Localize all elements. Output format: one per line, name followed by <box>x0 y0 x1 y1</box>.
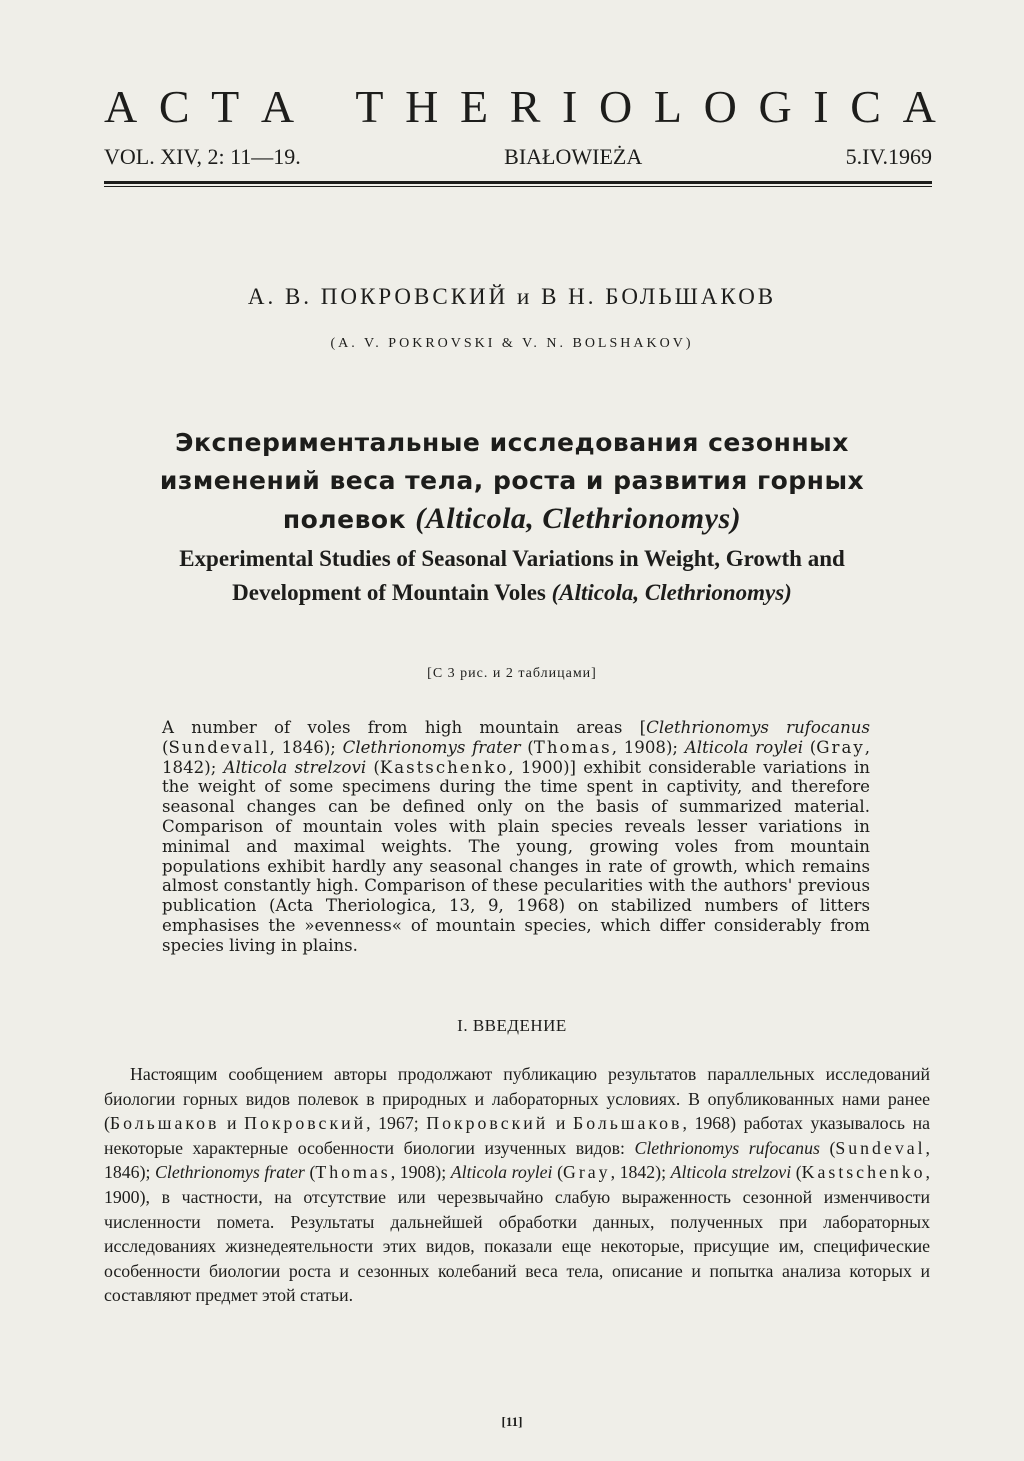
journal-letter: C <box>158 81 190 132</box>
journal-letter: H <box>405 81 439 132</box>
species-name: Alticola roylei <box>450 1162 553 1183</box>
abstract-text: ( <box>366 757 380 777</box>
species-name: Clethrionomys frater <box>155 1162 305 1183</box>
body-text: , 1846); <box>104 1137 930 1183</box>
journal-letter: I <box>813 81 829 132</box>
body-text: ( <box>552 1162 564 1183</box>
figures-note: [С 3 рис. и 2 таблицами] <box>427 666 597 681</box>
journal-letter: L <box>653 81 682 132</box>
abstract-text: , 1900)] exhibit considerable variations in the weight of some specimens during the time spent in captivity, and therefore seasonal changes can be defined only on the basis of summarized material. Comparison of mountain voles with plain species reveals lesser variations in minimal and maximal weights. The young, growing voles from mountain populations exhibit hardly any seasonal changes in rate of growth, which remains almost constantly high. Comparison of these pecularities with the authors' previous publication (Acta Theriologica, 13, 9, 1968) on stabilized numbers of litters emphasises the »evenness« of mountain species, which differ considerably from species living in plains. <box>162 757 870 955</box>
body-text: ( <box>791 1162 802 1183</box>
abstract-text: , 1846); <box>269 737 343 757</box>
abstract-text: , 1908); <box>611 737 685 757</box>
species-name: Clethrionomys frater <box>342 737 521 757</box>
author-name: Gray <box>563 1162 611 1183</box>
body-text: ( <box>819 1137 836 1158</box>
journal-letter: R <box>509 81 541 132</box>
body-text: ( <box>304 1162 316 1183</box>
russian-title-line <box>150 500 874 539</box>
english-title-text: Experimental Studies of Seasonal Variations in Weight, Growth and Development of Mountain Voles <box>179 546 845 605</box>
body-text: , 1900), в частности, на отсутствие или черезвычайно слабую выраженность сезонной изменчивости численности помета. Результаты дальнейшей обработки данных, полученных при лабораторных исследованиях жизнедеятельности этих видов, показали еще некоторые, присущие им, специфические особенности биологии роста и сезонных колебаний веса тела, описание и попытка анализа которых и составляют предмет этой статьи. <box>104 1162 930 1306</box>
species-name: Clethrionomys rufocanus <box>634 1137 820 1158</box>
body-text: и <box>219 1113 245 1134</box>
abstract-text: ( <box>162 737 169 757</box>
abstract-text: A number of voles from high mountain areas [ <box>162 718 647 737</box>
body-text: и <box>548 1113 573 1134</box>
section-heading: I. ВВЕДЕНИЕ <box>457 1016 567 1035</box>
body-text: , 1842); <box>610 1162 671 1183</box>
genus-names: (Alticola, Clethrionomys) <box>415 502 742 535</box>
russian-title-line: изменений веса тела, роста и развития горных <box>159 466 865 495</box>
species-name: Alticola roylei <box>684 737 804 757</box>
species-name: Clethrionomys rufocanus <box>646 718 870 737</box>
journal-letter: O <box>703 81 737 132</box>
journal-letter: E <box>459 81 489 132</box>
author-name: Покровский <box>244 1113 367 1134</box>
journal-letter: A <box>104 81 138 132</box>
authors-cyrillic: А. В. ПОКРОВСКИЙ и В Н. БОЛЬШАКОВ <box>247 284 777 309</box>
publication-place: BIAŁOWIEŻA <box>504 144 643 169</box>
english-title-genera: (Alticola, Clethrionomys) <box>551 580 792 605</box>
species-name: Alticola strelzovi <box>223 757 367 777</box>
species-name: Alticola strelzovi <box>670 1162 792 1183</box>
russian-title-line: Экспериментальные исследования сезонных <box>175 428 849 457</box>
journal-letter: O <box>598 81 633 132</box>
author-name: Покровский <box>426 1113 549 1134</box>
abstract-text: ( <box>520 737 534 757</box>
abstract-text: , 1842); <box>162 737 871 777</box>
issue-meta <box>104 144 932 170</box>
author-name: Kastschenko <box>801 1162 926 1183</box>
author-name: Thomas <box>533 737 612 757</box>
author-name: Thomas <box>315 1162 391 1183</box>
english-title <box>120 542 904 610</box>
journal-letter: A <box>902 81 936 132</box>
journal-letter: T <box>211 81 240 132</box>
author-name: Большаков <box>109 1113 220 1134</box>
author-name: Kastschenko <box>379 757 509 777</box>
body-text: Настоящим сообщением авторы продолжают публикацию результатов параллельных исследований биологии горных видов полевок в природных и лабораторных условиях. В опубликованных нами ранее ( <box>104 1064 930 1134</box>
journal-title <box>104 80 936 133</box>
body-text: , 1908); <box>390 1162 451 1183</box>
body-text: , 1967; <box>366 1113 427 1134</box>
journal-letter: T <box>355 81 384 132</box>
volume-info: VOL. XIV, 2: 11—19. <box>104 144 301 169</box>
russian-title-word: полевок <box>282 505 407 534</box>
author-name: Gray <box>816 737 865 757</box>
author-name: Sundeval <box>835 1137 926 1158</box>
russian-title <box>150 424 874 539</box>
abstract-text: ( <box>803 737 817 757</box>
author-name: Большаков <box>573 1113 683 1134</box>
authors-latin: (A. V. POKROVSKI & V. N. BOLSHAKOV) <box>330 336 694 351</box>
body-text: , 1968) работах указывалось на некоторые характерные особенности биологии изученных видов: <box>104 1113 930 1158</box>
journal-letter: G <box>758 81 792 132</box>
journal-letter: I <box>562 81 578 132</box>
header-rule <box>104 181 932 184</box>
header-rule-thin <box>104 186 932 187</box>
journal-letter: A <box>260 81 295 132</box>
publication-date: 5.IV.1969 <box>845 144 932 169</box>
journal-letter: C <box>850 81 881 132</box>
author-name: Sundevall <box>168 737 270 757</box>
page-number: [11] <box>501 1414 523 1429</box>
abstract <box>162 718 870 956</box>
journal-letter <box>316 80 334 133</box>
introduction-paragraph <box>104 1062 930 1308</box>
